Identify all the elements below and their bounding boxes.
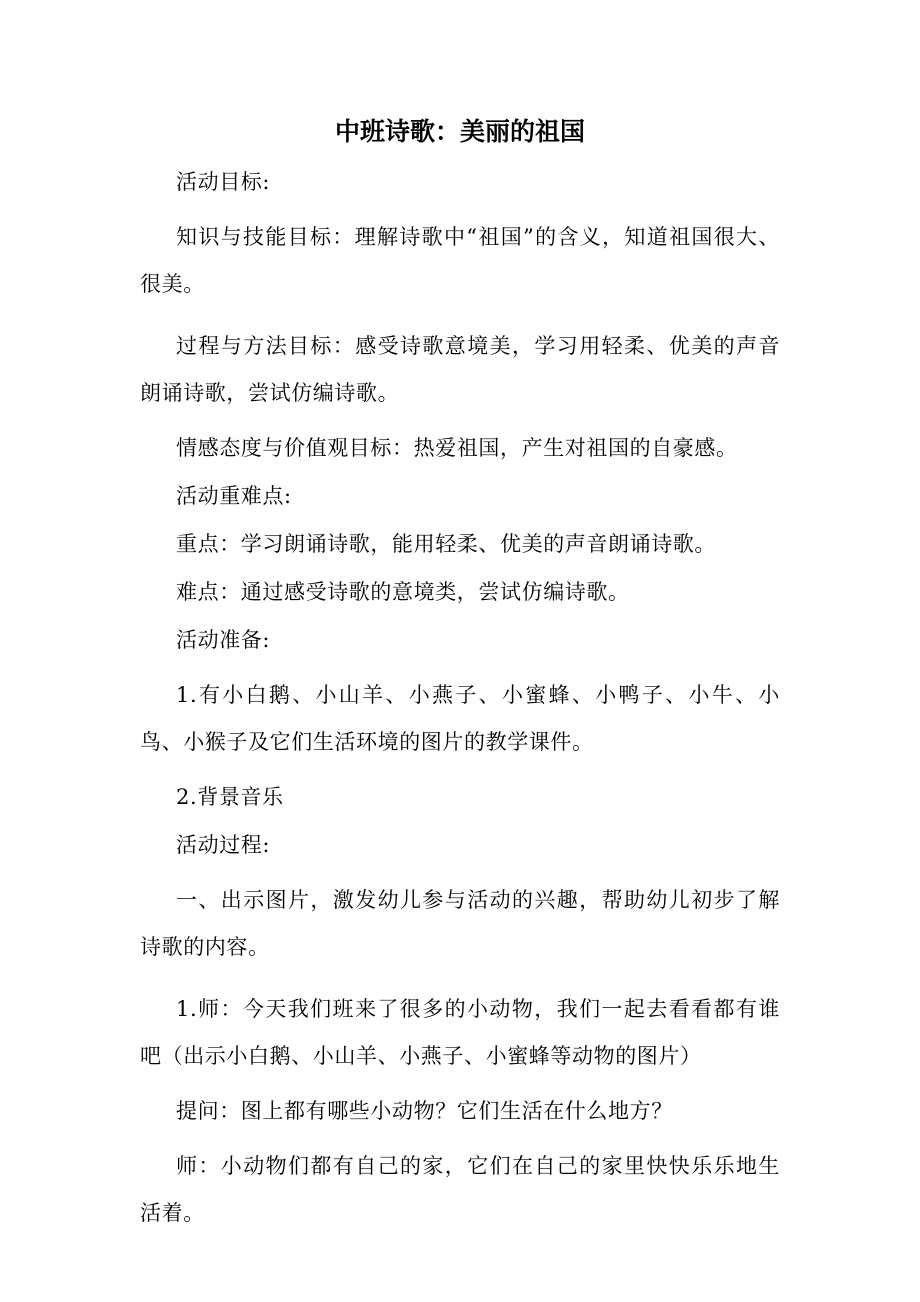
- paragraph-step-one: 一、出示图片，激发幼儿参与活动的兴趣，帮助幼儿初步了解诗歌的内容。: [140, 888, 780, 959]
- paragraph-question: 提问：图上都有哪些小动物？它们生活在什么地方？: [176, 1099, 673, 1123]
- paragraph-teacher-summary: 师：小动物们都有自己的家，它们在自己的家里快快乐乐地生活着。: [140, 1154, 780, 1225]
- paragraph-preparation-item-2: 2.背景音乐: [176, 785, 284, 809]
- paragraph-process-goal: 过程与方法目标：感受诗歌意境美，学习用轻柔、优美的声音朗诵诗歌，尝试仿编诗歌。: [140, 334, 780, 405]
- paragraph-preparation-heading: 活动准备:: [176, 628, 271, 652]
- paragraph-key-points-heading: 活动重难点:: [176, 484, 292, 508]
- document-title: 中班诗歌：美丽的祖国: [334, 117, 585, 146]
- paragraph-emotion-goal: 情感态度与价值观目标：热爱祖国，产生对祖国的自豪感。: [176, 436, 738, 460]
- paragraph-teacher-intro: 1.师：今天我们班来了很多的小动物，我们一起去看看都有谁吧（出示小白鹅、小山羊、小燕子、小蜜蜂等动物的图片）: [140, 997, 780, 1068]
- paragraph-knowledge-goal: 知识与技能目标：理解诗歌中“祖国”的含义，知道祖国很大、很美。: [140, 225, 780, 296]
- paragraph-difficult-point: 难点：通过感受诗歌的意境类，尝试仿编诗歌。: [176, 580, 630, 604]
- paragraph-key-point: 重点：学习朗诵诗歌，能用轻柔、优美的声音朗诵诗歌。: [176, 532, 716, 556]
- paragraph-process-heading: 活动过程:: [176, 833, 271, 857]
- paragraph-objectives-heading: 活动目标:: [176, 170, 271, 194]
- paragraph-preparation-item-1: 1.有小白鹅、小山羊、小燕子、小蜜蜂、小鸭子、小牛、小鸟、小猴子及它们生活环境的图片的教学课件。: [140, 683, 780, 754]
